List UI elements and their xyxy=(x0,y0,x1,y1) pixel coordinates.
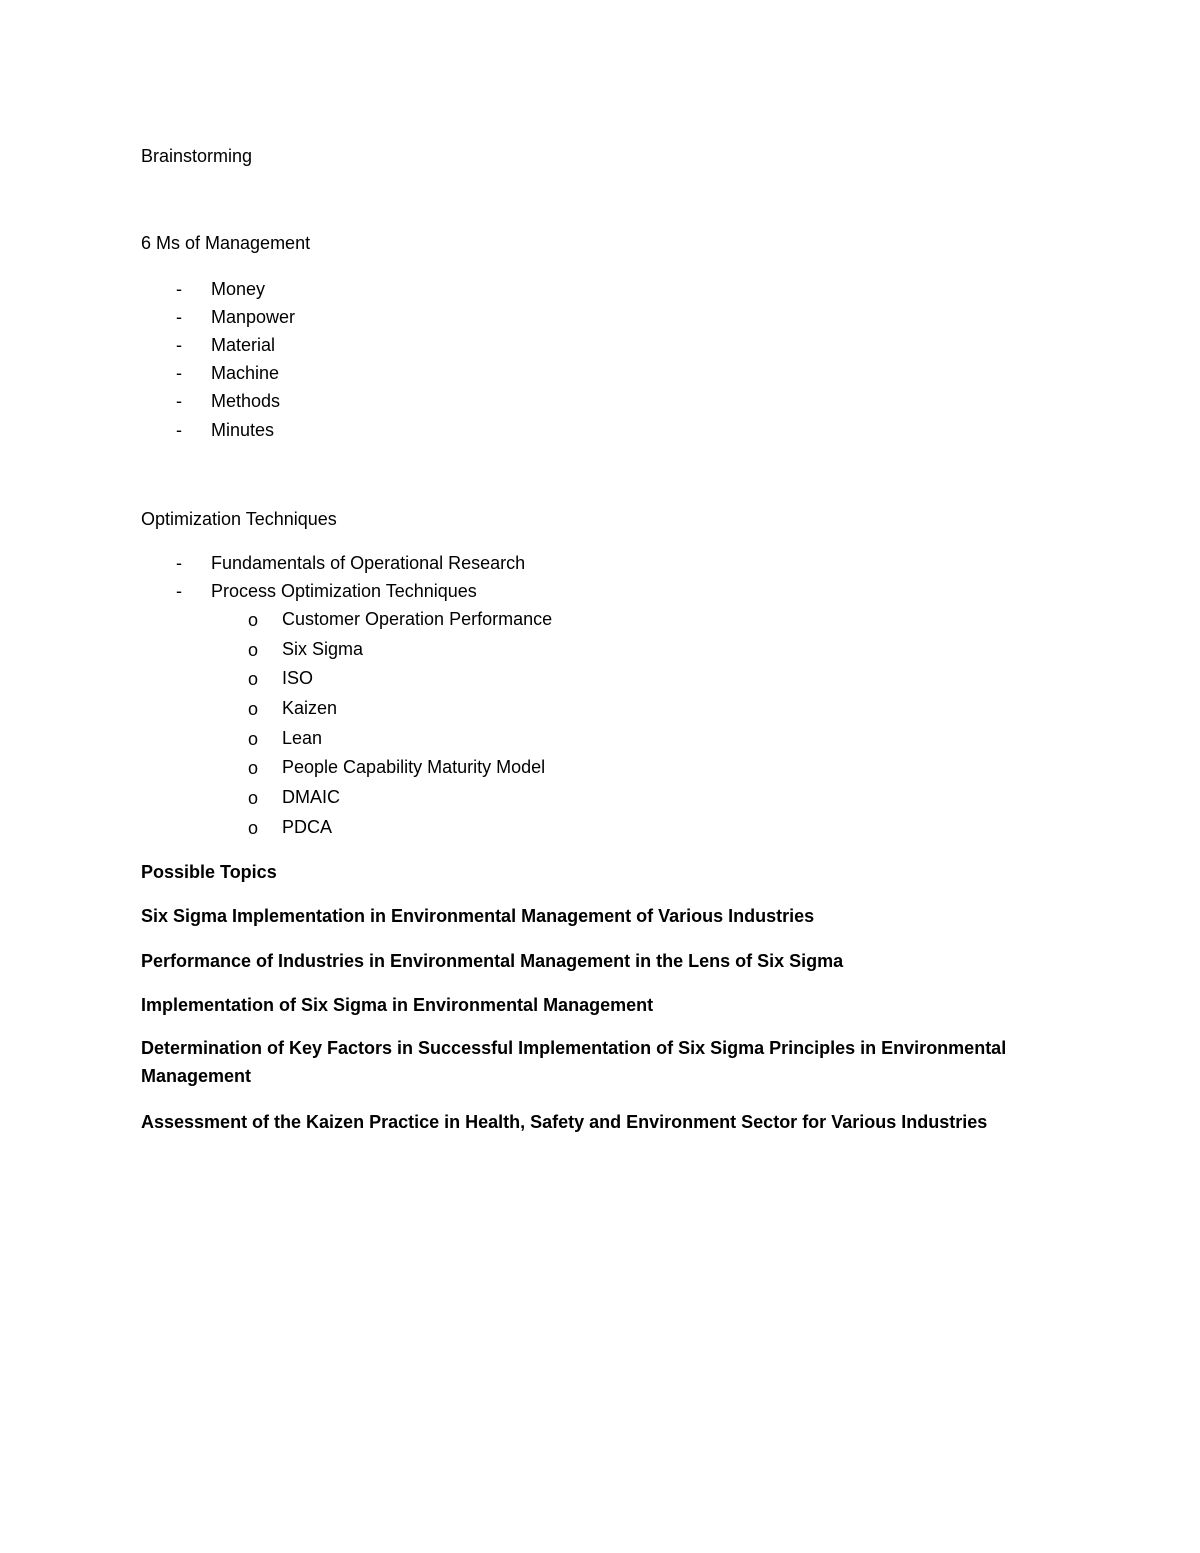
list-item: Manpower xyxy=(211,307,296,327)
list-marker: - xyxy=(176,363,182,383)
sublist-item: ISO xyxy=(282,668,314,688)
sublist-item: Six Sigma xyxy=(282,639,364,659)
sublist-item: Kaizen xyxy=(282,698,338,718)
sublist-marker: o xyxy=(248,669,259,689)
list-marker: - xyxy=(176,279,182,299)
sublist-marker: o xyxy=(248,729,259,749)
list-item: Minutes xyxy=(211,420,275,440)
sublist-marker: o xyxy=(248,610,259,630)
sublist-marker: o xyxy=(248,788,259,808)
list-item: Machine xyxy=(211,363,280,383)
topic-item: Assessment of the Kaizen Practice in Health, Safety and Environment Sector for Various Industries xyxy=(141,1112,988,1132)
list-item: Fundamentals of Operational Research xyxy=(211,553,526,573)
optimization-title: Optimization Techniques xyxy=(141,509,337,529)
list-marker: - xyxy=(176,420,182,440)
list-item: Money xyxy=(211,279,266,299)
page-heading: Brainstorming xyxy=(141,146,253,166)
possible-topics-title: Possible Topics xyxy=(141,862,277,882)
sublist-marker: o xyxy=(248,640,259,660)
topic-item: Implementation of Six Sigma in Environmental Management xyxy=(141,995,654,1015)
list-item: Methods xyxy=(211,391,281,411)
sublist-item: Customer Operation Performance xyxy=(282,609,553,629)
list-marker: - xyxy=(176,581,182,601)
sublist-item: PDCA xyxy=(282,817,333,837)
list-item: Process Optimization Techniques xyxy=(211,581,477,601)
topic-item: Performance of Industries in Environmental Management in the Lens of Six Sigma xyxy=(141,951,844,971)
sublist-marker: o xyxy=(248,818,259,838)
list-item: Material xyxy=(211,335,276,355)
sublist-item: Lean xyxy=(282,728,323,748)
list-marker: - xyxy=(176,553,182,573)
list-marker: - xyxy=(176,335,182,355)
six-ms-title: 6 Ms of Management xyxy=(141,233,311,253)
list-marker: - xyxy=(176,391,182,411)
sublist-marker: o xyxy=(248,758,259,778)
sublist-marker: o xyxy=(248,699,259,719)
sublist-item: DMAIC xyxy=(282,787,340,807)
topic-item: Determination of Key Factors in Successful Implementation of Six Sigma Principles in Environmental Management xyxy=(141,1038,1007,1086)
topic-item: Six Sigma Implementation in Environmental Management of Various Industries xyxy=(141,906,815,926)
sublist-item: People Capability Maturity Model xyxy=(282,757,546,777)
list-marker: - xyxy=(176,307,182,327)
